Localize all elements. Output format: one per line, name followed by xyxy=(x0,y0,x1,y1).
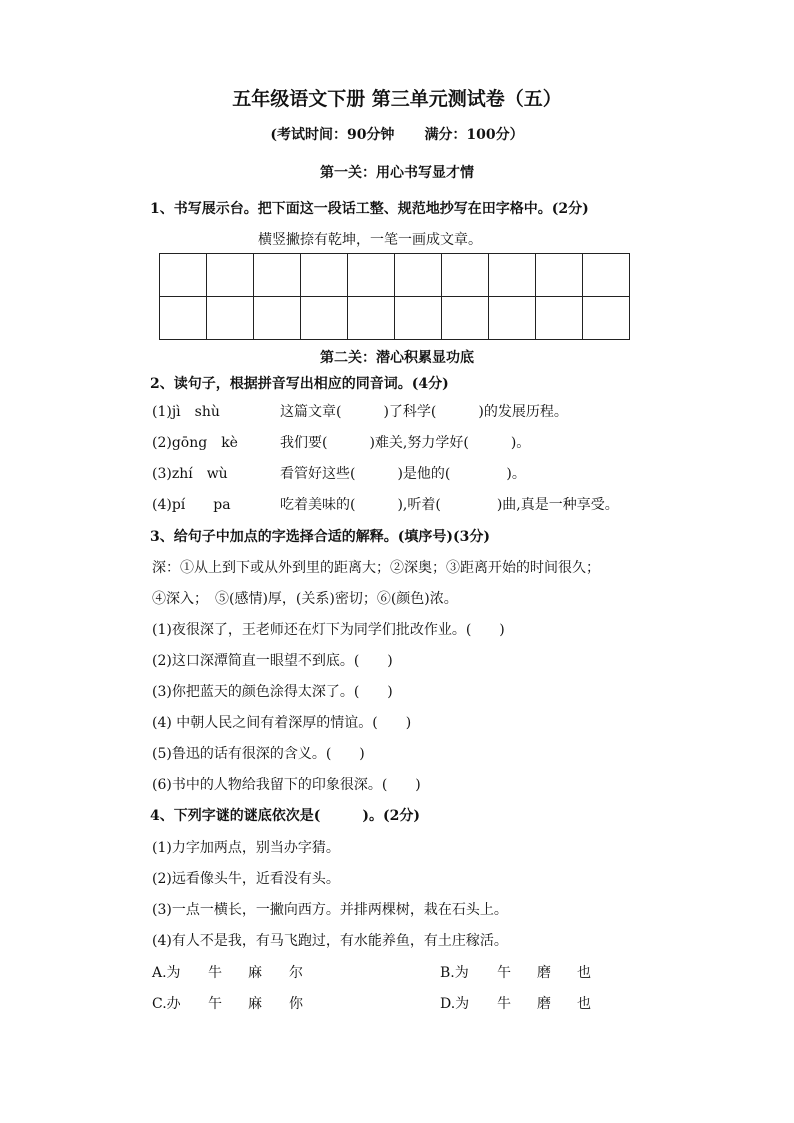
grid-cell[interactable] xyxy=(301,297,348,340)
q4-riddle-3: (3)一点一横长，一撇向西方。并排两棵树，栽在石头上。 xyxy=(152,902,508,918)
q2-pinyin-1: (1)jì shù xyxy=(152,404,220,420)
q2-pinyin-4: (4)pí pa xyxy=(152,497,231,513)
option-b-char-2: 午 xyxy=(497,965,511,981)
grid-cell[interactable] xyxy=(395,254,442,297)
q3-item-3: (3)你把蓝天的颜色涂得太深了。( ) xyxy=(152,684,393,700)
option-d-char-2: 牛 xyxy=(497,996,511,1012)
grid-cell[interactable] xyxy=(160,254,207,297)
grid-cell[interactable] xyxy=(254,254,301,297)
q3-item-5: (5)鲁迅的话有很深的含义。( ) xyxy=(152,746,365,762)
q3-item-4: (4) 中朝人民之间有着深厚的情谊。( ) xyxy=(152,715,412,731)
grid-cell[interactable] xyxy=(301,254,348,297)
option-c-char-3: 麻 xyxy=(248,996,262,1012)
question-1-text: 横竖撇捺有乾坤，一笔一画成文章。 xyxy=(258,232,482,248)
grid-cell[interactable] xyxy=(489,254,536,297)
q3-definition-line-1: 深：①从上到下或从外到里的距离大；②深奥；③距离开始的时间很久； xyxy=(152,560,600,576)
grid-cell[interactable] xyxy=(395,297,442,340)
section-1-heading: 第一关：用心书写显才情 xyxy=(320,165,474,181)
exam-score: 满分：100分） xyxy=(424,127,524,143)
q4-riddle-4: (4)有人不是我，有马飞跑过，有水能养鱼，有土庄稼活。 xyxy=(152,933,508,949)
question-3-prompt: 3、给句子中加点的字选择合适的解释。(填序号)(3分) xyxy=(150,529,490,545)
grid-cell[interactable] xyxy=(160,297,207,340)
grid-cell[interactable] xyxy=(254,297,301,340)
question-4-prompt: 4、下列字谜的谜底依次是( )。(2分) xyxy=(150,808,420,824)
option-d-char-3: 磨 xyxy=(537,996,551,1012)
q4-riddle-1: (1)力字加两点，别当办字猜。 xyxy=(152,840,340,856)
option-b-char-4: 也 xyxy=(577,965,591,981)
option-a-letter: A.为 xyxy=(152,965,181,981)
grid-cell[interactable] xyxy=(536,297,583,340)
option-b-char-3: 磨 xyxy=(537,965,551,981)
exam-subtitle xyxy=(0,124,794,144)
grid-cell[interactable] xyxy=(536,254,583,297)
grid-row xyxy=(160,254,630,297)
q3-item-2: (2)这口深潭简直一眼望不到底。( ) xyxy=(152,653,393,669)
q2-pinyin-3: (3)zhí wù xyxy=(152,466,228,482)
q2-sentence-3: 看管好这些( )是他的( )。 xyxy=(280,466,526,482)
question-2-prompt: 2、读句子，根据拼音写出相应的同音词。(4分) xyxy=(150,376,449,392)
q2-sentence-4: 吃着美味的( ),听着( )曲,真是一种享受。 xyxy=(280,497,619,513)
option-a-char-4: 尔 xyxy=(289,965,303,981)
option-c-char-4: 你 xyxy=(289,996,303,1012)
option-c-char-2: 午 xyxy=(208,996,222,1012)
q3-item-6: (6)书中的人物给我留下的印象很深。( ) xyxy=(152,777,421,793)
q4-riddle-2: (2)远看像头牛，近看没有头。 xyxy=(152,871,340,887)
option-d-letter: D.为 xyxy=(440,996,470,1012)
option-c-letter: C.办 xyxy=(152,996,181,1012)
q2-sentence-1: 这篇文章( )了科学( )的发展历程。 xyxy=(280,404,568,420)
grid-cell[interactable] xyxy=(207,297,254,340)
grid-row xyxy=(160,297,630,340)
exam-title: 五年级语文下册 第三单元测试卷（五） xyxy=(232,88,562,110)
grid-cell[interactable] xyxy=(207,254,254,297)
grid-cell[interactable] xyxy=(583,254,630,297)
grid-cell[interactable] xyxy=(348,254,395,297)
writing-grid[interactable] xyxy=(159,253,630,340)
exam-time: (考试时间：90分钟 xyxy=(270,127,395,143)
section-2-heading: 第二关：潜心积累显功底 xyxy=(320,350,474,366)
q2-pinyin-2: (2)gōng kè xyxy=(152,435,238,451)
q2-sentence-2: 我们要( )难关,努力学好( )。 xyxy=(280,435,531,451)
grid-cell[interactable] xyxy=(583,297,630,340)
option-a-char-2: 牛 xyxy=(208,965,222,981)
grid-cell[interactable] xyxy=(348,297,395,340)
question-1-prompt: 1、书写展示台。把下面这一段话工整、规范地抄写在田字格中。(2分) xyxy=(150,201,589,217)
grid-cell[interactable] xyxy=(442,254,489,297)
q3-definition-line-2: ④深入； ⑤(感情)厚，(关系)密切；⑥(颜色)浓。 xyxy=(152,591,458,607)
option-b-letter: B.为 xyxy=(440,965,469,981)
grid-cell[interactable] xyxy=(442,297,489,340)
option-d-char-4: 也 xyxy=(577,996,591,1012)
grid-cell[interactable] xyxy=(489,297,536,340)
option-a-char-3: 麻 xyxy=(248,965,262,981)
q3-item-1: (1)夜很深了，王老师还在灯下为同学们批改作业。( ) xyxy=(152,622,505,638)
